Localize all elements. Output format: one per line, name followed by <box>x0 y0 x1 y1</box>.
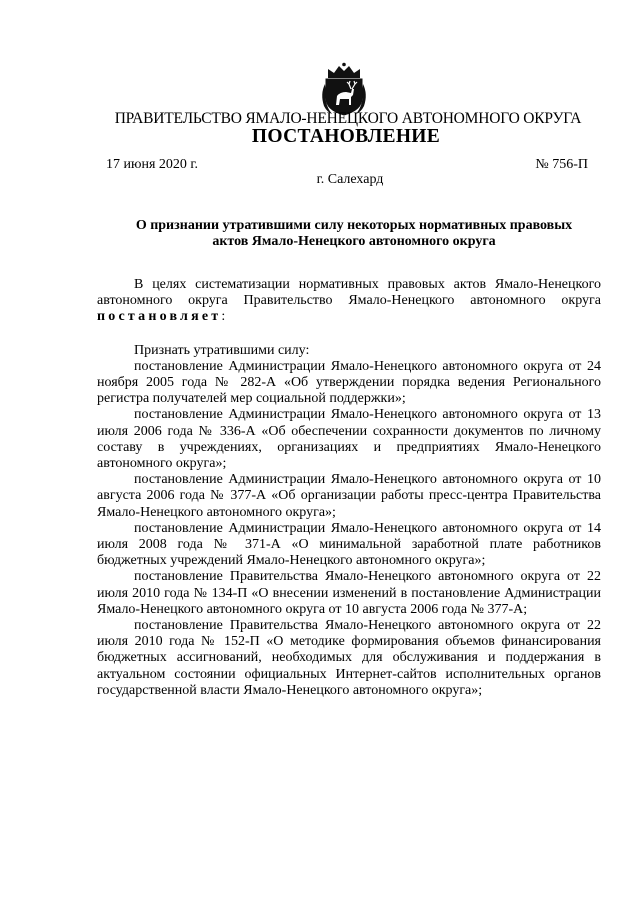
document-body <box>97 277 601 699</box>
heading-line: актов Ямало-Ненецкого автономного округа <box>212 234 496 249</box>
heading-line: О признании утратившими силу некоторых нормативных правовых <box>135 218 573 233</box>
coat-of-arms-icon <box>318 62 370 116</box>
preamble-paragraph <box>97 277 601 326</box>
intro-paragraph: Признать утратившими силу: <box>134 342 310 358</box>
document-type: ПОСТАНОВЛЕНИЕ <box>251 126 441 147</box>
document-date: 17 июня 2020 г. <box>106 157 199 172</box>
document-city: г. Салехард <box>316 172 384 187</box>
list-item: постановление Правительства Ямало-Ненецкого автономного округа от 22 июля 2010 года № 152-П «О методике формирования объемов финансирования бюджетных ассигнований, необходимых для обслуживания и поддержания в актуальном состоянии официальных Интернет-сайтов исполнительных органов государственной власти Ямало-Ненецкого автономного округа»; <box>97 618 601 698</box>
list-item: постановление Администрации Ямало-Ненецкого автономного округа от 13 июля 2006 года № 336-А «Об обеспечении сохранности документов по личному составу в учреждениях, организациях и предприятиях Ямало-Ненецкого автономного округа»; <box>97 407 601 472</box>
crown-icon <box>328 63 360 78</box>
document-number: № 756-П <box>535 157 588 172</box>
list-item: постановление Администрации Ямало-Ненецкого автономного округа от 10 августа 2006 года № 377-А «Об организации работы пресс-центра Правительства Ямало-Ненецкого автономного округа»; <box>97 472 601 520</box>
list-item: постановление Администрации Ямало-Ненецкого автономного округа от 24 ноября 2005 года № 282-А «Об утверждении порядка ведения Регионального регистра получателей мер социальной поддержки»; <box>97 358 601 407</box>
government-name: ПРАВИТЕЛЬСТВО ЯМАЛО-НЕНЕЦКОГО АВТОНОМНОГО ОКРУГА <box>114 110 582 127</box>
list-item: постановление Администрации Ямало-Ненецкого автономного округа от 14 июля 2008 года № 371-А «О минимальной заработной плате работников бюджетных учреждений Ямало-Ненецкого автономного округа»; <box>97 520 601 569</box>
document-heading <box>110 218 598 250</box>
list-item: постановление Правительства Ямало-Ненецкого автономного округа от 22 июля 2010 года № 134-П «О внесении изменений в постановление Администрации Ямало-Ненецкого автономного округа от 10 августа 2006 года № 377-А; <box>97 569 601 617</box>
decree-colon: : <box>221 309 226 325</box>
preamble-text: В целях систематизации нормативных правовых актов Ямало-Ненецкого автономного округа Правительство Ямало-Ненецкого автономного округа <box>97 277 601 309</box>
decree-word: постановляет <box>97 309 222 325</box>
